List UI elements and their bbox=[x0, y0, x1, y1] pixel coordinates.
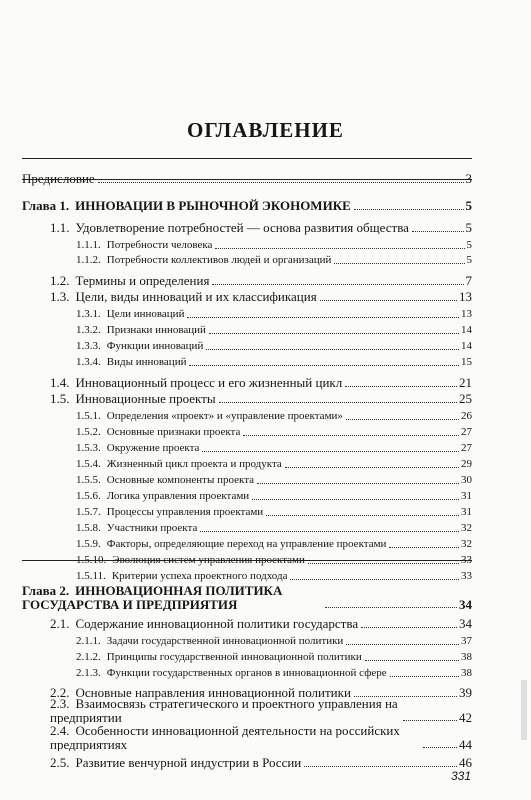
toc-entry-number: 1.5.7. bbox=[76, 507, 101, 518]
toc-entry-label bbox=[22, 584, 322, 611]
toc-entry-number: 1.5.9. bbox=[76, 539, 101, 550]
dot-leader bbox=[98, 182, 464, 183]
dot-leader bbox=[257, 483, 459, 484]
toc-entry-number: 1.3.3. bbox=[76, 341, 101, 352]
toc-entry-number: 1.5.5. bbox=[76, 475, 101, 486]
toc-chapter bbox=[22, 584, 472, 611]
toc-entry bbox=[50, 274, 472, 288]
toc-entry-title: Принципы государственной инновационной политики bbox=[106, 652, 362, 663]
dot-leader bbox=[389, 547, 459, 548]
toc-entry-label bbox=[76, 411, 343, 423]
toc-entry-page: 34 bbox=[459, 596, 472, 612]
toc-entry-number: 2.2. bbox=[50, 686, 70, 700]
dot-leader bbox=[202, 451, 459, 452]
toc-entry-title: Функции государственных органов в инновационной сфере bbox=[106, 668, 387, 679]
toc-subsection bbox=[76, 357, 472, 369]
dot-leader bbox=[346, 419, 459, 420]
dot-leader bbox=[361, 627, 457, 628]
toc-entry-title: Задачи государственной инновационной политики bbox=[106, 636, 344, 647]
toc-entry-page: 5 bbox=[465, 198, 472, 213]
toc-entry-page: 33 bbox=[461, 570, 472, 582]
dot-leader bbox=[266, 515, 459, 516]
toc-entry-label bbox=[76, 652, 362, 664]
toc-entry-page: 21 bbox=[459, 375, 472, 390]
toc-subsection bbox=[76, 475, 472, 487]
toc-entry-number: 1.5.2. bbox=[76, 427, 101, 438]
toc-entry-title: Участники проекта bbox=[106, 523, 198, 534]
toc-subsection bbox=[76, 411, 472, 423]
toc-entry-page: 39 bbox=[459, 685, 472, 700]
toc-entry-title: Основные признаки проекта bbox=[106, 427, 241, 438]
toc-subsection bbox=[76, 341, 472, 353]
toc-entry bbox=[50, 724, 472, 751]
page-edge-shadow bbox=[521, 680, 527, 740]
toc-entry-title: Факторы, определяющие переход на управление проектами bbox=[106, 539, 387, 550]
toc-entry-label bbox=[50, 697, 400, 724]
toc-entry-number: 1.4. bbox=[50, 376, 70, 390]
toc-entry-number: 1.3. bbox=[50, 290, 70, 304]
dot-leader bbox=[403, 720, 457, 721]
toc-entry bbox=[50, 221, 472, 235]
toc-entry-number: 1.5.11. bbox=[76, 571, 106, 582]
toc-entry-number: 1.5.10. bbox=[76, 555, 107, 566]
page-title: ОГЛАВЛЕНИЕ bbox=[187, 118, 344, 142]
toc-entry-number: 1.5.3. bbox=[76, 443, 101, 454]
toc-entry-label bbox=[50, 756, 301, 770]
toc-subsection bbox=[76, 459, 472, 471]
toc-subsection bbox=[76, 325, 472, 337]
dot-leader bbox=[252, 499, 459, 500]
toc-entry bbox=[22, 172, 472, 186]
toc-entry-number: 2.1. bbox=[50, 617, 70, 631]
toc-entry-number: 2.1.1. bbox=[76, 636, 101, 647]
toc-entry-page: 42 bbox=[459, 709, 472, 725]
toc-entry-page: 32 bbox=[461, 538, 472, 550]
toc-entry-number: 1.5.4. bbox=[76, 459, 101, 470]
toc-entry-label bbox=[76, 443, 199, 455]
toc-subsection bbox=[76, 652, 472, 664]
toc-entry-title: Потребности коллективов людей и организаций bbox=[106, 255, 332, 266]
toc-entry-title: Эволюция систем управления проектами bbox=[112, 555, 305, 566]
toc-entry-number: 1.1.2. bbox=[76, 255, 101, 266]
toc-entry-title: Определения «проект» и «управление проектами» bbox=[106, 411, 343, 422]
toc-subsection bbox=[76, 555, 472, 567]
toc-entry-number: 2.3. bbox=[50, 697, 70, 711]
toc-entry-page: 27 bbox=[461, 442, 472, 454]
toc-entry-number: 1.5.1. bbox=[76, 411, 101, 422]
toc-subsection bbox=[76, 539, 472, 551]
dot-leader bbox=[390, 676, 459, 677]
toc-subsection bbox=[76, 240, 472, 252]
toc-entry-label bbox=[76, 325, 206, 337]
toc-entry-label bbox=[76, 539, 386, 551]
toc-entry-page: 3 bbox=[465, 171, 472, 186]
dot-leader bbox=[365, 660, 459, 661]
dot-leader bbox=[325, 607, 457, 608]
toc-entry-page: 15 bbox=[461, 356, 472, 368]
toc-entry-title: Признаки инноваций bbox=[106, 325, 206, 336]
toc-entry-page: 5 bbox=[466, 254, 472, 266]
toc-entry-number: 1.3.4. bbox=[76, 357, 101, 368]
toc-entry-page: 27 bbox=[461, 426, 472, 438]
toc-entry bbox=[50, 392, 472, 406]
toc-entry-label bbox=[76, 571, 287, 583]
toc-entry-label bbox=[76, 427, 240, 439]
dot-leader bbox=[243, 435, 459, 436]
toc-entry-page: 37 bbox=[461, 635, 472, 647]
toc-entry-title: Окружение проекта bbox=[106, 443, 200, 454]
toc-entry-number: 1.3.1. bbox=[76, 309, 101, 320]
toc-entry-label bbox=[76, 668, 387, 680]
toc-entry-title: Основные направления инновационной политики bbox=[75, 686, 351, 700]
toc-entry-number: 1.1. bbox=[50, 221, 70, 235]
toc-chapter bbox=[22, 199, 472, 213]
toc-entry bbox=[50, 290, 472, 304]
toc-entry-page: 33 bbox=[461, 554, 472, 566]
toc-entry-number: 2.4. bbox=[50, 724, 70, 738]
toc-entry-label bbox=[76, 523, 197, 535]
toc-entry-title: Потребности человека bbox=[106, 240, 213, 251]
toc-entry-number: 2.5. bbox=[50, 756, 70, 770]
dot-leader bbox=[219, 402, 457, 403]
toc-entry-label bbox=[50, 617, 358, 631]
toc-entry-number: 1.5.6. bbox=[76, 491, 101, 502]
dot-leader bbox=[334, 263, 464, 264]
toc-entry-page: 14 bbox=[461, 340, 472, 352]
toc-entry-number: 1.1.1. bbox=[76, 240, 101, 251]
toc-entry-label bbox=[76, 341, 203, 353]
toc-entry bbox=[50, 756, 472, 770]
dot-leader bbox=[187, 317, 459, 318]
toc-entry-label bbox=[22, 199, 351, 213]
toc-entry-label bbox=[50, 724, 420, 751]
toc-entry-title: Виды инноваций bbox=[106, 357, 187, 368]
toc-entry-title: Особенности инновационной деятельности на российских предприятиях bbox=[50, 724, 400, 752]
toc-entry-title: Инновационный процесс и его жизненный цикл bbox=[75, 376, 343, 390]
toc-entry-number: 2.1.3. bbox=[76, 668, 101, 679]
dot-leader bbox=[308, 563, 459, 564]
toc-entry-title: Основные компоненты проекта bbox=[106, 475, 255, 486]
toc-entry-title: Цели инноваций bbox=[106, 309, 185, 320]
title-rule bbox=[22, 158, 472, 159]
dot-leader bbox=[209, 333, 459, 334]
toc-entry-page: 25 bbox=[459, 391, 472, 406]
toc-entry-page: 31 bbox=[461, 506, 472, 518]
toc-entry-title: Предисловие bbox=[22, 172, 95, 186]
toc-entry-label bbox=[76, 459, 282, 471]
dot-leader bbox=[304, 766, 457, 767]
toc-entry-page: 26 bbox=[461, 410, 472, 422]
toc-entry-title: Логика управления проектами bbox=[106, 491, 250, 502]
toc-entry bbox=[50, 376, 472, 390]
toc-entry-label bbox=[22, 172, 95, 186]
toc-subsection bbox=[76, 443, 472, 455]
toc-entry-number: Глава 1. bbox=[22, 199, 70, 213]
toc-entry-page: 13 bbox=[461, 308, 472, 320]
toc-subsection bbox=[76, 491, 472, 503]
toc-entry-page: 7 bbox=[465, 273, 472, 288]
toc-entry-title: Содержание инновационной политики государства bbox=[75, 617, 359, 631]
toc-entry-title: Жизненный цикл проекта и продукта bbox=[106, 459, 282, 470]
toc-entry-page: 44 bbox=[459, 736, 472, 752]
toc-entry-label bbox=[76, 555, 305, 567]
toc-entry-title: Удовлетворение потребностей — основа развития общества bbox=[75, 221, 409, 235]
toc-entry-title: Развитие венчурной индустрии в России bbox=[75, 756, 302, 770]
toc-entry-number: 1.5. bbox=[50, 392, 70, 406]
toc-subsection bbox=[76, 636, 472, 648]
toc-entry-title: Функции инноваций bbox=[106, 341, 204, 352]
toc-entry-title: ИННОВАЦИИ В РЫНОЧНОЙ ЭКОНОМИКЕ bbox=[75, 199, 351, 213]
toc-subsection bbox=[76, 571, 472, 583]
toc-entry-title: Критерии успеха проектного подхода bbox=[111, 571, 288, 582]
toc-entry-page: 5 bbox=[466, 239, 472, 251]
toc-subsection bbox=[76, 255, 472, 267]
toc-entry-page: 5 bbox=[465, 220, 472, 235]
toc-entry-title: Взаимосвязь стратегического и проектного управления на предприятии bbox=[50, 697, 398, 725]
dot-leader bbox=[290, 579, 459, 580]
dot-leader bbox=[412, 231, 464, 232]
toc-entry-label bbox=[76, 475, 254, 487]
dot-leader bbox=[345, 386, 457, 387]
toc-entry-page: 31 bbox=[461, 490, 472, 502]
toc-subsection bbox=[76, 668, 472, 680]
dot-leader bbox=[346, 644, 459, 645]
dot-leader bbox=[212, 284, 463, 285]
dot-leader bbox=[320, 300, 457, 301]
dot-leader bbox=[423, 747, 457, 748]
toc-entry-number: 1.5.8. bbox=[76, 523, 101, 534]
dot-leader bbox=[206, 349, 459, 350]
toc-entry-label bbox=[50, 290, 317, 304]
toc-entry-page: 29 bbox=[461, 458, 472, 470]
dot-leader bbox=[354, 209, 464, 210]
dot-leader bbox=[189, 365, 459, 366]
toc-entry-number: 2.1.2. bbox=[76, 652, 101, 663]
dot-leader bbox=[215, 248, 464, 249]
toc-entry-page: 30 bbox=[461, 474, 472, 486]
toc-entry-number: Глава 2. bbox=[22, 584, 70, 598]
toc-entry bbox=[50, 617, 472, 631]
toc-entry-label bbox=[76, 636, 343, 648]
toc-entry-title: ИННОВАЦИОННАЯ ПОЛИТИКА ГОСУДАРСТВА И ПРЕДПРИЯТИЯ bbox=[22, 584, 283, 612]
dot-leader bbox=[200, 531, 459, 532]
toc-entry-label bbox=[76, 357, 186, 369]
toc-entry-label bbox=[76, 240, 212, 252]
toc-entry-page: 38 bbox=[461, 651, 472, 663]
toc-entry-page: 14 bbox=[461, 324, 472, 336]
toc-entry-number: 1.2. bbox=[50, 274, 70, 288]
toc-subsection bbox=[76, 523, 472, 535]
toc-entry-page: 46 bbox=[459, 755, 472, 770]
toc-entry-label bbox=[50, 274, 209, 288]
toc-entry-page: 38 bbox=[461, 667, 472, 679]
toc-entry-title: Процессы управления проектами bbox=[106, 507, 264, 518]
toc-entry-title: Инновационные проекты bbox=[75, 392, 216, 406]
toc-entry-label bbox=[50, 221, 409, 235]
toc-subsection bbox=[76, 507, 472, 519]
toc-entry-label bbox=[50, 376, 342, 390]
toc-entry-title: Цели, виды инноваций и их классификация bbox=[75, 290, 317, 304]
toc-entry-label bbox=[76, 491, 249, 503]
page-number: 331 bbox=[450, 769, 471, 783]
toc-subsection bbox=[76, 427, 472, 439]
toc-entry-title: Термины и определения bbox=[75, 274, 210, 288]
toc-subsection bbox=[76, 309, 472, 321]
toc-entry-number: 1.3.2. bbox=[76, 325, 101, 336]
toc-entry-page: 34 bbox=[459, 616, 472, 631]
toc-entry-label bbox=[76, 255, 331, 267]
toc-entry-page: 32 bbox=[461, 522, 472, 534]
dot-leader bbox=[285, 467, 459, 468]
toc-entry-label bbox=[50, 392, 216, 406]
toc-entry bbox=[50, 697, 472, 724]
toc-entry-label bbox=[76, 507, 263, 519]
toc-entry-page: 13 bbox=[459, 289, 472, 304]
toc-entry-label bbox=[76, 309, 184, 321]
